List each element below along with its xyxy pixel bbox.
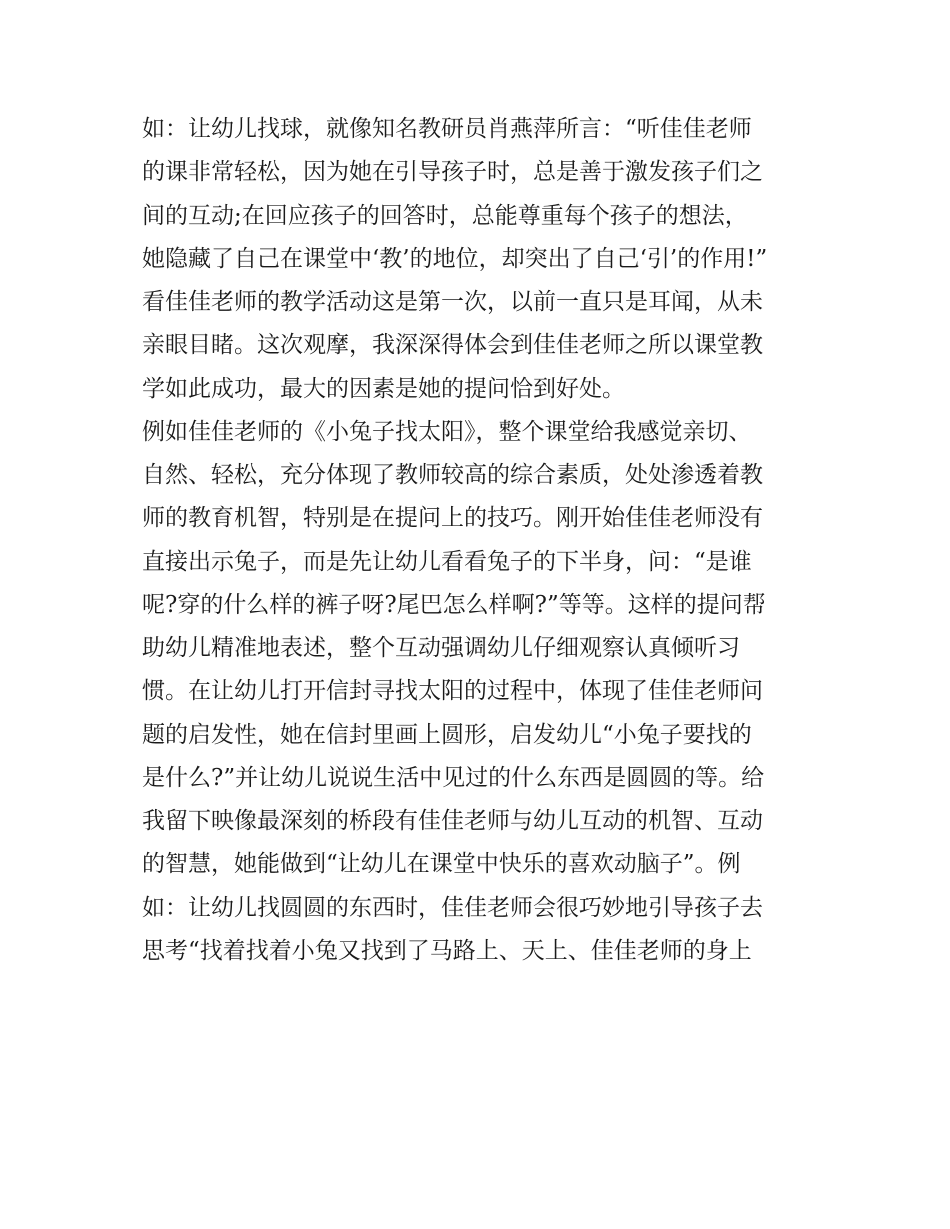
text-line: 惯。在让幼儿打开信封寻找太阳的过程中，体现了佳佳老师问 [142, 678, 763, 705]
text-line: 直接出示兔子，而是先让幼儿看看兔子的下半身，问：“是谁 [142, 548, 752, 575]
text-line: 师的教育机智，特别是在提问上的技巧。刚开始佳佳老师没有 [142, 505, 763, 532]
text-line: 呢?穿的什么样的裤子呀?尾巴怎么样啊?”等等。这样的提问帮 [142, 591, 766, 618]
text-line: 的课非常轻松，因为她在引导孩子时，总是善于激发孩子们之 [142, 159, 763, 186]
text-line: 亲眼目睹。这次观摩，我深深得体会到佳佳老师之所以课堂教 [142, 332, 763, 359]
text-line: 如：让幼儿找圆圆的东西时，佳佳老师会很巧妙地引导孩子去 [142, 894, 763, 921]
text-line: 间的互动;在回应孩子的回答时，总能尊重每个孩子的想法， [142, 202, 748, 229]
text-line: 学如此成功，最大的因素是她的提问恰到好处。 [142, 375, 625, 402]
text-line: 思考“找着找着小兔又找到了马路上、天上、佳佳老师的身上 [142, 937, 752, 964]
text-line: 我留下映像最深刻的桥段有佳佳老师与幼儿互动的机智、互动 [142, 808, 763, 834]
text-line: 助幼儿精准地表述，整个互动强调幼儿仔细观察认真倾听习 [142, 635, 740, 661]
text-line: 的智慧，她能做到“让幼儿在课堂中快乐的喜欢动脑子”。例 [142, 851, 741, 878]
text-line: 她隐藏了自己在课堂中‘教’的地位，却突出了自己‘引’的作用!” [142, 245, 768, 272]
text-line: 是什么?”并让幼儿说说生活中见过的什么东西是圆圆的等。给 [142, 764, 765, 791]
text-line: 看佳佳老师的教学活动这是第一次，以前一直只是耳闻，从未 [142, 289, 763, 315]
text-line: 例如佳佳老师的《小兔子找太阳》，整个课堂给我感觉亲切、 [142, 418, 752, 445]
text-line: 题的启发性，她在信封里画上圆形，启发幼儿“小兔子要找的 [142, 721, 752, 748]
text-line: 如：让幼儿找球，就像知名教研员肖燕萍所言：“听佳佳老师 [142, 116, 752, 142]
text-line: 自然、轻松，充分体现了教师较高的综合素质，处处渗透着教 [142, 462, 763, 488]
body-text [142, 108, 822, 973]
